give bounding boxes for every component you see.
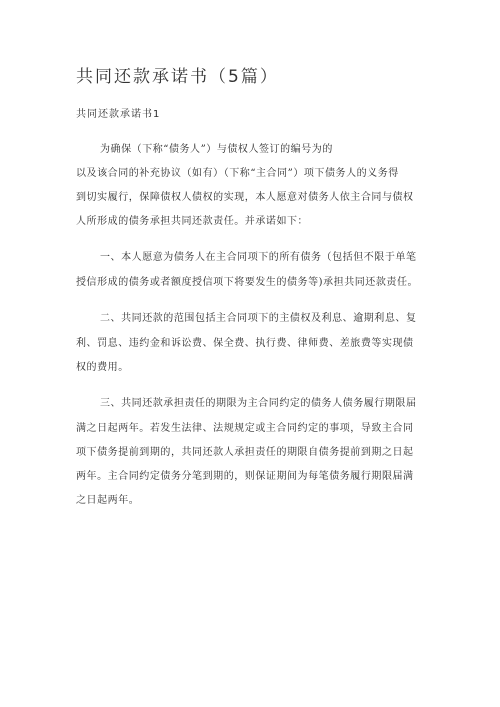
document-title: 共同还款承诺书（5篇） bbox=[76, 67, 279, 87]
paragraph-1-line-3: 到切实履行，保障债权人债权的实现，本人愿意对债务人依主合同与债权 bbox=[76, 192, 414, 203]
paragraph-1-line-1: 为确保（下称“债务人”）与债权人签订的编号为的 bbox=[100, 144, 333, 155]
paragraph-3-line-2: 利、罚息、违约金和诉讼费、保全费、执行费、律师费、差旅费等实现债 bbox=[76, 338, 414, 349]
section-heading: 共同还款承诺书1 bbox=[76, 109, 161, 120]
paragraph-1-line-2: 以及该合同的补充协议（如有）（下称“主合同”）项下债务人的义务得 bbox=[76, 168, 399, 179]
paragraph-2-line-1: 一、本人愿意为债务人在主合同项下的所有债务（包括但不限于单笔 bbox=[100, 252, 417, 263]
paragraph-2-line-2: 授信形成的债务或者额度授信项下将要发生的债务等)承担共同还款责任。 bbox=[76, 277, 419, 288]
paragraph-4-line-2: 满之日起两年。若发生法律、法规规定或主合同约定的事项，导致主合同 bbox=[76, 423, 414, 434]
paragraph-4-line-1: 三、共同还款承担责任的期限为主合同约定的债务人债务履行期限届 bbox=[100, 398, 417, 409]
paragraph-3-line-1: 二、共同还款的范围包括主合同项下的主债权及利息、逾期利息、复 bbox=[100, 313, 417, 324]
paragraph-3-line-3: 权的费用。 bbox=[76, 362, 129, 373]
paragraph-1-line-4: 人所形成的债务承担共同还款责任。并承诺如下： bbox=[76, 216, 309, 227]
paragraph-4-line-4: 两年。主合同约定债务分笔到期的，则保证期间为每笔债务履行期限届满 bbox=[76, 471, 414, 482]
paragraph-4-line-3: 项下债务提前到期的，共同还款人承担责任的期限自债务提前到期之日起 bbox=[76, 447, 414, 458]
paragraph-4-line-5: 之日起两年。 bbox=[76, 495, 140, 506]
